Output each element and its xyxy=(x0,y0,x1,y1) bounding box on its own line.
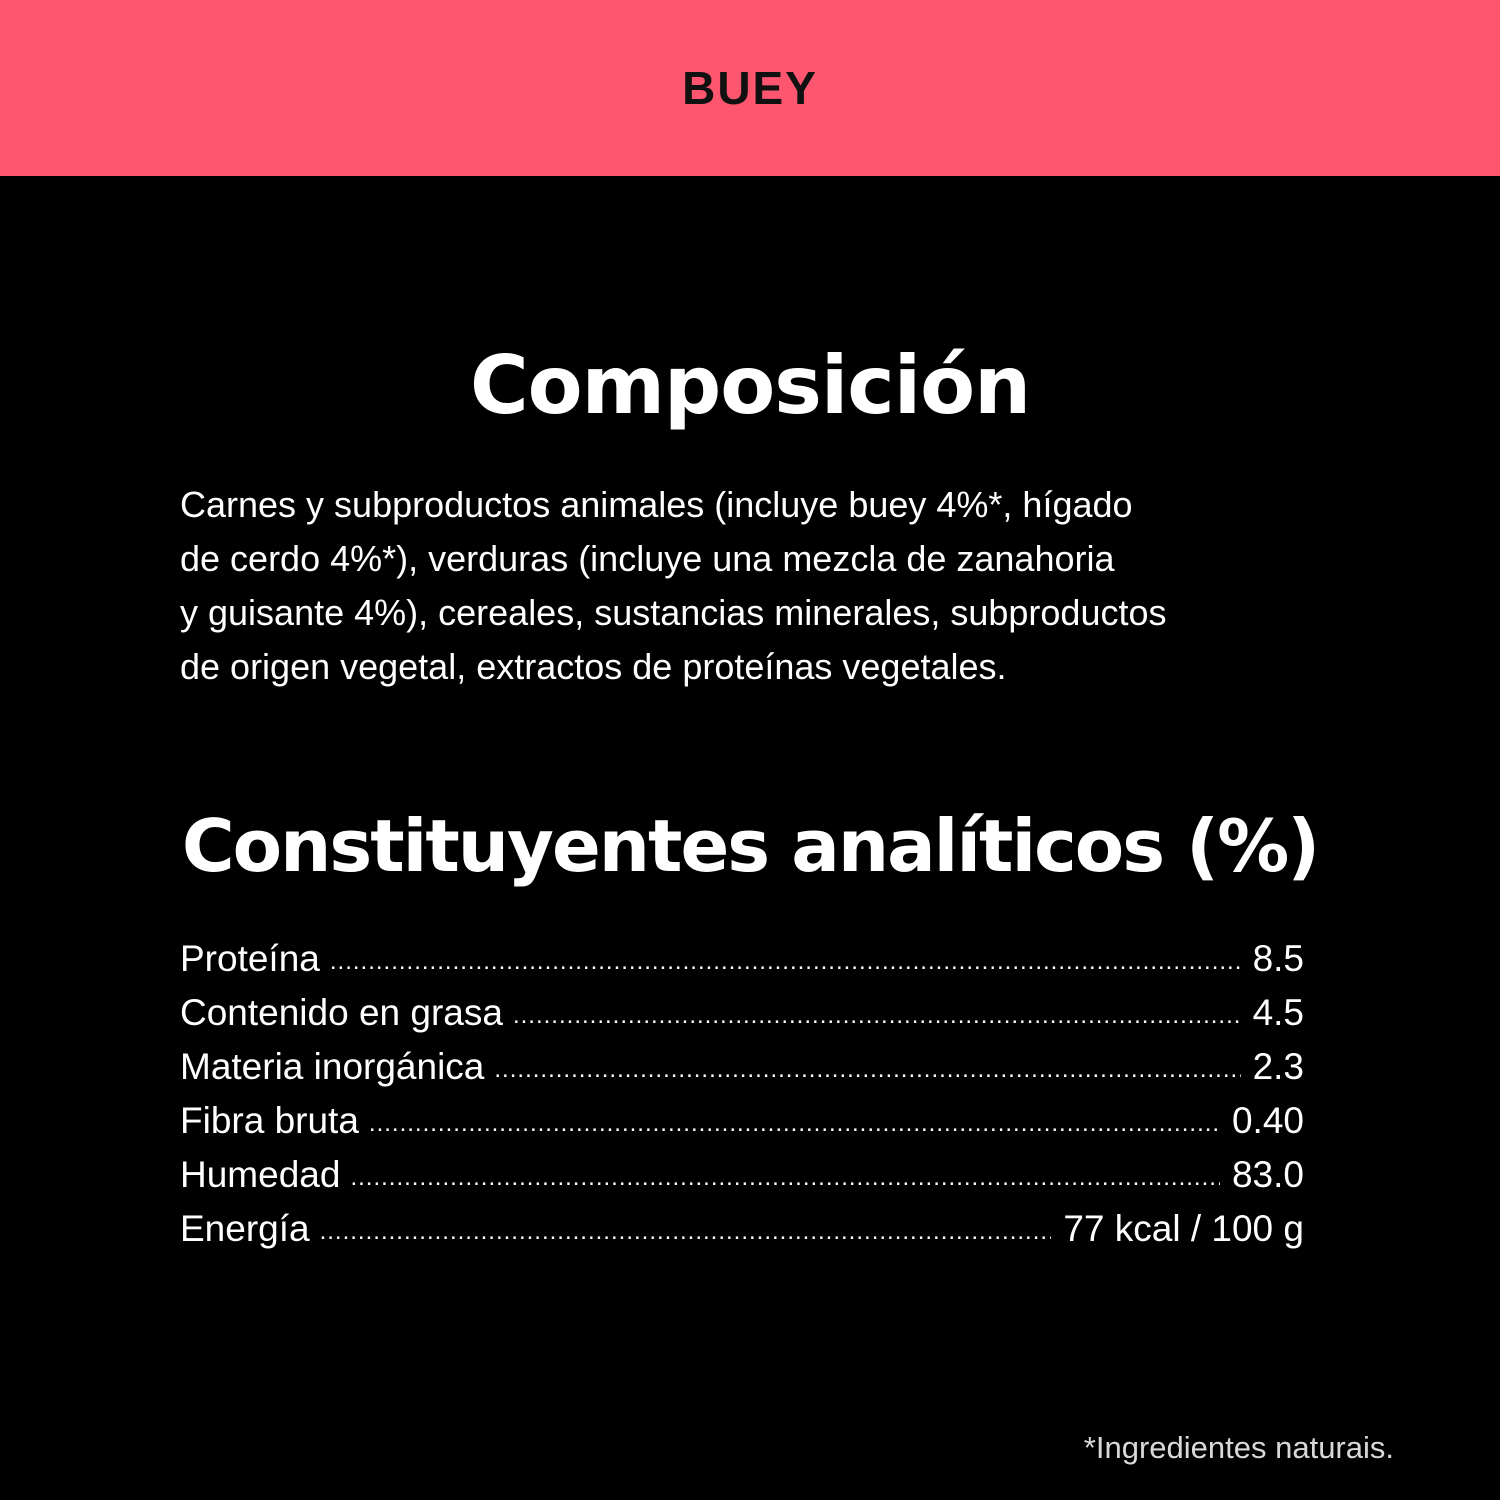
composition-line: y guisante 4%), cereales, sustancias minerales, subproductos xyxy=(180,592,1167,633)
analysis-row-ash xyxy=(180,1046,1304,1100)
analysis-heading: Constituyentes analíticos (%) xyxy=(181,804,1319,888)
analysis-value: 0.40 xyxy=(1231,1100,1304,1141)
dot-leader xyxy=(369,1110,1220,1138)
composition-line: Carnes y subproductos animales (incluye buey 4%*, hígado xyxy=(180,484,1133,525)
analysis-label: Contenido en grasa xyxy=(180,992,503,1033)
composition-heading: Composición xyxy=(469,339,1031,432)
banner-title: BUEY xyxy=(682,62,818,114)
analysis-value: 83.0 xyxy=(1231,1154,1304,1195)
analysis-value: 2.3 xyxy=(1252,1046,1304,1087)
analysis-row-fibre xyxy=(180,1100,1304,1154)
analysis-row-protein xyxy=(180,938,1304,992)
analysis-value: 77 kcal / 100 g xyxy=(1063,1208,1304,1249)
dot-leader xyxy=(320,1218,1052,1246)
dot-leader xyxy=(350,1164,1220,1192)
dot-leader xyxy=(330,948,1241,976)
analysis-row-fat xyxy=(180,992,1304,1046)
analysis-label: Proteína xyxy=(180,938,320,979)
analysis-label: Materia inorgánica xyxy=(180,1046,485,1087)
analysis-table xyxy=(180,938,1304,1262)
dot-leader xyxy=(494,1056,1240,1084)
footnote: *Ingredientes naturais. xyxy=(1083,1430,1394,1465)
composition-line: de cerdo 4%*), verduras (incluye una mezcla de zanahoria xyxy=(180,538,1115,579)
analysis-value: 8.5 xyxy=(1252,938,1304,979)
analysis-label: Humedad xyxy=(180,1154,341,1195)
analysis-row-energy xyxy=(180,1208,1304,1262)
analysis-row-moisture xyxy=(180,1154,1304,1208)
analysis-value: 4.5 xyxy=(1252,992,1304,1033)
composition-line: de origen vegetal, extractos de proteínas vegetales. xyxy=(180,646,1007,687)
composition-text xyxy=(180,478,1320,694)
product-banner xyxy=(0,0,1500,176)
dot-leader xyxy=(513,1002,1241,1030)
analysis-label: Energía xyxy=(180,1208,310,1249)
analysis-label: Fibra bruta xyxy=(180,1100,359,1141)
